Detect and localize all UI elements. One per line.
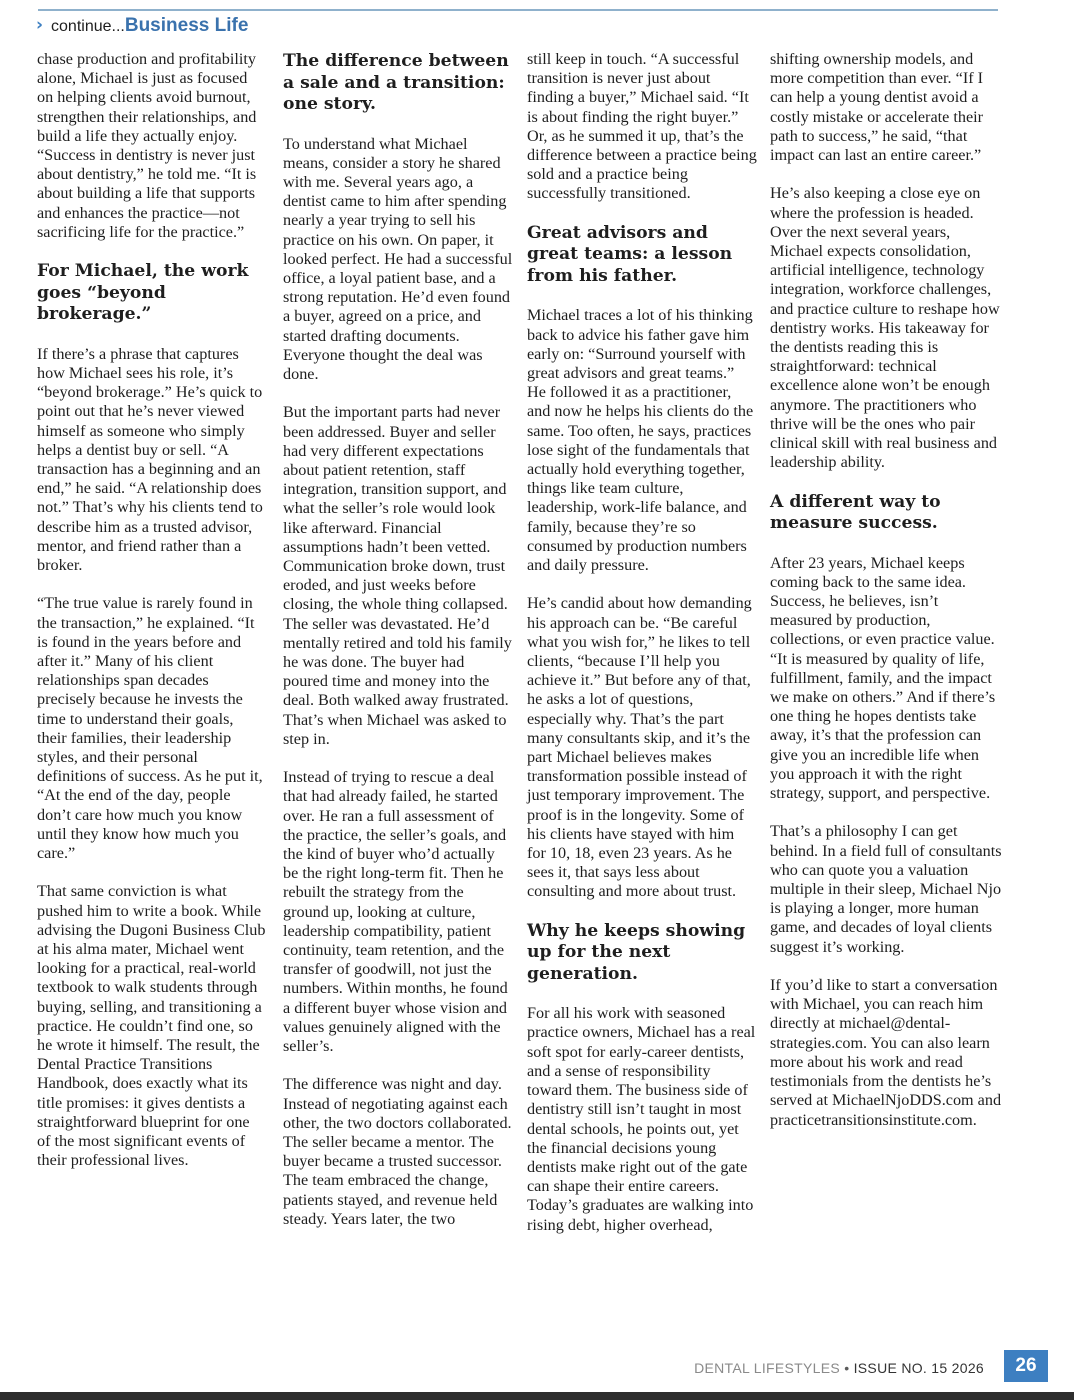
top-rule <box>38 9 998 11</box>
footer-bullet: • <box>844 1360 850 1376</box>
paragraph: After 23 years, Michael keeps coming back to the same idea. Success, he believes, isn’t measured by production, collections, or even practice value. “It is measured by quality of life, fulfillment, family, and the impact we make on others.” And if there’s one thing he hopes dentists take away, it’s that the profession can give you an incredible life when you approach it with the right strategy, support, and perspective. <box>770 553 996 803</box>
paragraph: That same conviction is what pushed him to write a book. While advising the Dugoni Business Club at his alma mater, Michael went looking for a practical, real-world textbook to walk students through buying, selling, and transitioning a practice. He couldn’t find one, so he wrote it himself. The result, the Dental Practice Transitions Handbook, does exactly what its title promises: it gives dentists a straightforward blueprint for one of the most significant events of their professional lives. <box>37 882 266 1170</box>
footer-credit <box>694 1360 984 1376</box>
paragraph: The difference was night and day. Instead of negotiating against each other, the two doctors collaborated. The seller became a mentor. The buyer became a trusted successor. The team embraced the change, patients stayed, and revenue held steady. Years later, the two <box>283 1075 512 1228</box>
paragraph: He’s candid about how demanding his approach can be. “Be careful what you wish for,” he likes to tell clients, “because I’ll help you achieve it.” But before any of that, he asks a lot of questions, especially why. That’s the part many consultants skip, and it’s the part Michael believes makes transformation possible instead of just temporary improvement. The proof is in the longevity. Some of his clients have stayed with him for 10, 18, even 23 years. As he sees it, that says less about consulting and more about trust. <box>527 594 752 901</box>
paragraph: still keep in touch. “A successful transition is never just about finding a buyer,” Michael said. “It is about finding the right buyer.” Or, as he summed it up, that’s the difference between a practice being sold and a practice being successfully transitioned. <box>527 50 757 203</box>
article-column-2 <box>283 51 513 1248</box>
paragraph: If you’d like to start a conversation with Michael, you can reach him directly at michael@dental-strategies.com. You can also learn more about his work and read testimonials from the dentists he’s served at MichaelNjoDDS.com and practicetransitionsinstitute.com. <box>770 976 1002 1129</box>
paragraph: For all his work with seasoned practice owners, Michael has a real soft spot for early-career dentists, and a sense of responsibility toward them. The business side of dentistry still isn’t taught in most dental schools, he points out, yet the financial decisions young dentists make right out of the gate can shape their entire careers. Today’s graduates are walking into rising debt, higher overhead, <box>527 1004 756 1234</box>
paragraph: chase production and profitability alone, Michael is just as focused on helping clients avoid burnout, strengthen their relationships, and build a life they actually enjoy. “Success in dentistry is never just about dentistry,” he told me. “It is about building a life that supports and enhances the practice—not sacrificing life for the practice.” <box>37 50 257 241</box>
paragraph: “The true value is rarely found in the transaction,” he explained. “It is found in the years before and after it.” Many of his client relationships span decades precisely because he invests the time to understand their goals, their families, their leadership styles, and their personal definitions of success. As he put it, “At the end of the day, people don’t care how much you know until they know how much you care.” <box>37 594 263 862</box>
paragraph: Michael traces a lot of his thinking back to advice his father gave him early on: “Surround yourself with great advisors and great teams.” He followed it as a practitioner, and now he helps his clients do the same. Too often, he says, practices lose sight of the fundamentals that actually hold everything together, things like team culture, leadership, work-life balance, and family, because they’re so consumed by production numbers and daily pressure. <box>527 306 754 574</box>
continue-label: continue... <box>51 18 125 35</box>
article-column-4 <box>770 50 1002 1149</box>
paragraph: To understand what Michael means, consider a story he shared with me. Several years ago, a dentist came to him after spending nearly a year trying to sell his practice on his own. On paper, it looked perfect. He had a successful office, a loyal patient base, and a strong reputation. He’d even found a buyer, agreed on a price, and started drafting documents. Everyone thought the deal was done. <box>283 134 513 383</box>
bottom-bar <box>0 1392 1074 1400</box>
paragraph: That’s a philosophy I can get behind. In a field full of consultants who can quote you a valuation multiple in their sleep, Michael Njo is playing a longer, more human game, and decades of loyal clients suggest it’s working. <box>770 822 1002 956</box>
magazine-name: DENTAL LIFESTYLES <box>694 1360 840 1376</box>
article-column-3 <box>527 50 757 1254</box>
subheading: A different way to measure success. <box>770 491 941 534</box>
chevron-right-icon: › <box>36 15 44 35</box>
subheading: For Michael, the work goes “beyond brokerage.” <box>37 261 249 325</box>
section-header <box>36 15 248 39</box>
section-title: Business Life <box>124 15 249 36</box>
paragraph: shifting ownership models, and more competition than ever. “If I can help a young dentist avoid a costly mistake or accelerate their path to success,” he said, “that impact can last an entire career.” <box>770 50 984 165</box>
paragraph: He’s also keeping a close eye on where the profession is headed. Over the next several years, Michael expects consolidation, artificial intelligence, technology integration, workforce challenges, and practice culture to reshape how dentistry works. His takeaway for the dentists reading this is straightforward: technical excellence alone won’t be enough anymore. The practitioners who thrive will be the ones who pair clinical skill with real business and leadership ability. <box>770 184 1000 472</box>
subheading: The difference between a sale and a transition: one story. <box>283 51 509 114</box>
paragraph: Instead of trying to rescue a deal that had already failed, he started over. He ran a full assessment of the practice, the seller’s goals, and the kind of buyer who’d actually be the right long-term fit. Then he rebuilt the strategy from the ground up, looking at culture, leadership compatibility, patient continuity, team retention, and the transfer of goodwill, not just the numbers. Within months, he found a different buyer whose vision and values genuinely aligned with the seller’s. <box>283 768 508 1056</box>
article-column-1 <box>37 50 267 1190</box>
subheading: Great advisors and great teams: a lesson from his father. <box>527 222 733 286</box>
subheading: Why he keeps showing up for the next generation. <box>527 920 746 984</box>
issue-number: ISSUE NO. 15 2026 <box>853 1360 984 1376</box>
paragraph: If there’s a phrase that captures how Michael sees his role, it’s “beyond brokerage.” He’s quick to point out that he’s never viewed himself as someone who simply helps a dentist buy or sell. “A transaction has a beginning and an end,” he said. “A relationship does not.” That’s why his clients tend to describe him as a trusted advisor, mentor, and friend rather than a broker. <box>37 344 263 574</box>
paragraph: But the important parts had never been addressed. Buyer and seller had very different expectations about patient retention, staff integration, transition support, and what the seller’s role would look like afterward. Financial assumptions hadn’t been vetted. Communication broke down, trust eroded, and just weeks before closing, the whole thing collapsed. The seller was devastated. He’d mentally retired and told his family he was done. The buyer had poured time and money into the deal. Both walked away frustrated. That’s when Michael was asked to step in. <box>283 403 512 748</box>
page-number: 26 <box>1004 1350 1048 1382</box>
